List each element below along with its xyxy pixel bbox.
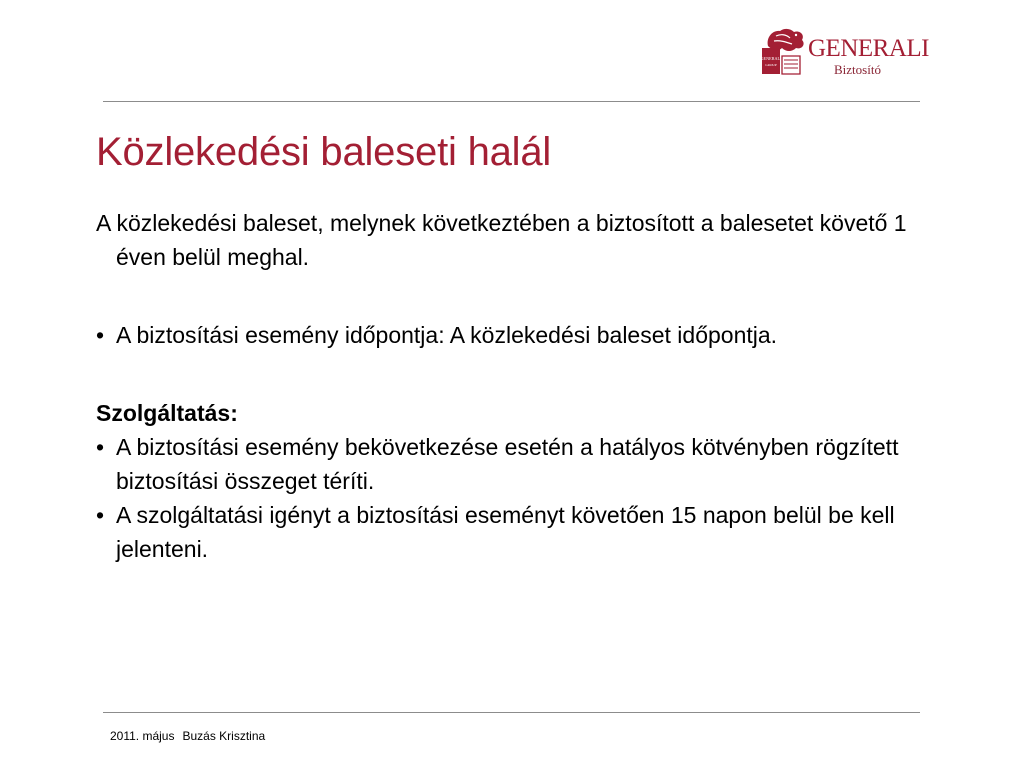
- bullet-item: [96, 498, 946, 566]
- logo-shield-text: GENERALI: [760, 56, 782, 61]
- bullet-item: [96, 318, 946, 352]
- bullet-icon: •: [96, 322, 105, 348]
- intro-paragraph: A közlekedési baleset, melynek következtében a biztosított a balesetet követő 1 éven belül meghal.: [96, 210, 907, 270]
- bullet-icon: •: [96, 502, 105, 528]
- bullet-item: [96, 430, 946, 498]
- header-divider: [103, 101, 920, 102]
- logo-subtitle: Biztosító: [834, 62, 881, 77]
- bullet-text: A biztosítási esemény időpontja: A közlekedési baleset időpontja.: [116, 322, 778, 348]
- generali-logo: [760, 26, 929, 78]
- footer-author: Buzás Krisztina: [182, 729, 266, 743]
- lion-emblem-icon: [760, 26, 806, 76]
- slide-footer: [110, 727, 265, 745]
- service-heading: Szolgáltatás:: [96, 400, 238, 426]
- footer-date: 2011. május: [110, 729, 175, 743]
- service-list: [96, 430, 946, 566]
- footer-divider: [103, 712, 920, 713]
- slide-title: Közlekedési baleseti halál: [96, 130, 552, 174]
- event-time-list: [96, 318, 946, 352]
- logo-shield-subtext: GROUP: [765, 63, 777, 67]
- bullet-text: A szolgáltatási igényt a biztosítási eseményt követően 15 napon belül be kell jelenteni.: [116, 502, 895, 562]
- bullet-text: A biztosítási esemény bekövetkezése esetén a hatályos kötvényben rögzített biztosítási összeget téríti.: [116, 434, 899, 494]
- logo-wordmark: GENERALI: [808, 35, 929, 62]
- slide-body: [96, 206, 946, 566]
- bullet-icon: •: [96, 434, 105, 460]
